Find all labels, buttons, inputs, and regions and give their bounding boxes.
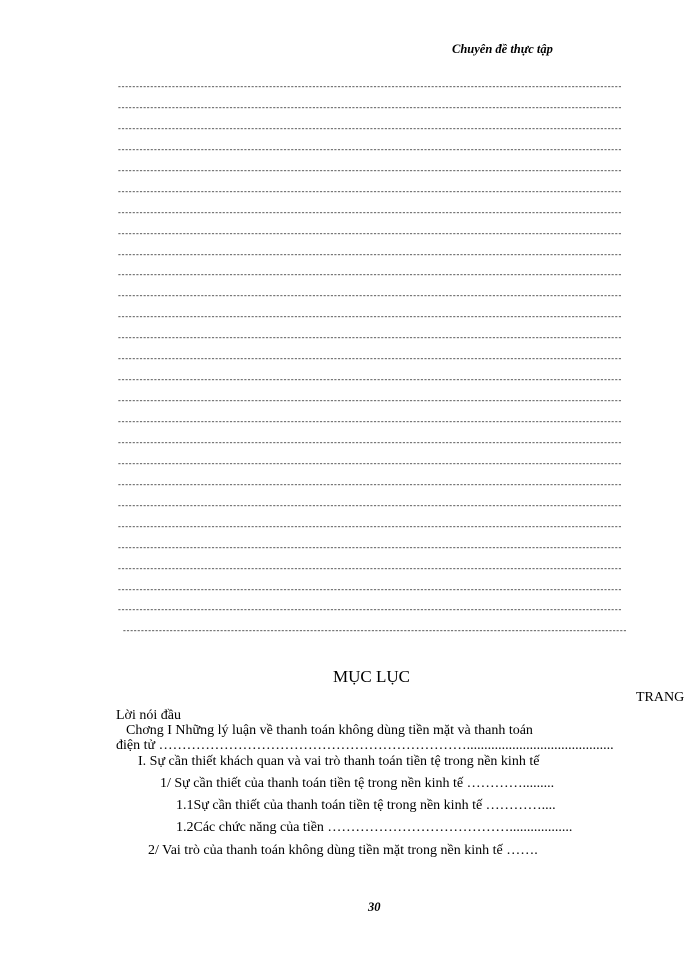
toc-entry-section-1-1: 1/ Sự cần thiết của thanh toán tiền tệ trong nền kinh tế …………......... xyxy=(160,776,555,791)
toc-page-column-label: TRANG xyxy=(636,690,685,705)
toc-entry-section-1-1-2: 1.2Các chức năng của tiền ………………………………….................. xyxy=(176,820,573,835)
dashed-line: -------------------------------------------------------------------------------------------------------------------------------------------- xyxy=(117,501,622,511)
dashed-line: -------------------------------------------------------------------------------------------------------------------------------------------- xyxy=(117,334,622,344)
dashed-line: -------------------------------------------------------------------------------------------------------------------------------------------- xyxy=(117,271,622,281)
toc-entry-chapter-1-continued: điện tử ………………………………………………………….......................................... xyxy=(116,738,614,753)
dashed-line: -------------------------------------------------------------------------------------------------------------------------------------------- xyxy=(117,355,622,365)
dashed-line: -------------------------------------------------------------------------------------------------------------------------------------------- xyxy=(117,145,622,155)
header-title: Chuyên đề thực tập xyxy=(452,42,553,56)
dashed-line: -------------------------------------------------------------------------------------------------------------------------------------------- xyxy=(117,83,622,92)
dashed-line: -------------------------------------------------------------------------------------------------------------------------------------------- xyxy=(117,480,622,490)
dashed-line: -------------------------------------------------------------------------------------------------------------------------------------------- xyxy=(117,438,622,448)
dashed-line: -------------------------------------------------------------------------------------------------------------------------------------------- xyxy=(117,564,622,574)
toc-entry-chapter-1: Chơng I Những lý luận về thanh toán không dùng tiền mặt và thanh toán xyxy=(126,723,533,738)
dashed-line: -------------------------------------------------------------------------------------------------------------------------------------------- xyxy=(117,208,622,218)
dashed-line: -------------------------------------------------------------------------------------------------------------------------------------------- xyxy=(117,124,622,134)
dashed-line: -------------------------------------------------------------------------------------------------------------------------------------------- xyxy=(117,522,622,532)
dashed-line: -------------------------------------------------------------------------------------------------------------------------------------------- xyxy=(117,606,622,616)
dashed-line: -------------------------------------------------------------------------------------------------------------------------------------------- xyxy=(117,166,622,176)
dashed-line: -------------------------------------------------------------------------------------------------------------------------------------------- xyxy=(117,187,622,197)
dashed-line: -------------------------------------------------------------------------------------------------------------------------------------------- xyxy=(117,376,622,386)
dashed-line: -------------------------------------------------------------------------------------------------------------------------------------------- xyxy=(117,103,622,113)
dashed-line: -------------------------------------------------------------------------------------------------------------------------------------------- xyxy=(117,459,622,469)
dashed-line: -------------------------------------------------------------------------------------------------------------------------------------------- xyxy=(117,418,622,427)
dashed-line: -------------------------------------------------------------------------------------------------------------------------------------------- xyxy=(117,585,622,595)
toc-entry-section-1: I. Sự cần thiết khách quan và vai trò thanh toán tiền tệ trong nền kinh tế xyxy=(138,754,540,769)
dashed-line: -------------------------------------------------------------------------------------------------------------------------------------------- xyxy=(117,397,622,407)
dashed-line: -------------------------------------------------------------------------------------------------------------------------------------------- xyxy=(117,229,622,239)
dashed-line: -------------------------------------------------------------------------------------------------------------------------------------------- xyxy=(117,292,622,302)
toc-entry-section-1-1-1: 1.1Sự cần thiết của thanh toán tiền tệ trong nền kinh tế ………….... xyxy=(176,798,556,813)
dashed-line: -------------------------------------------------------------------------------------------------------------------------------------------- xyxy=(117,543,622,553)
toc-entry-section-1-2: 2/ Vai trò của thanh toán không dùng tiền mặt trong nền kinh tế ……. xyxy=(148,843,538,858)
toc-title: MỤC LỤC xyxy=(333,667,410,686)
dashed-line: -------------------------------------------------------------------------------------------------------------------------------------------- xyxy=(117,250,622,260)
dashed-line: -------------------------------------------------------------------------------------------------------------------------------------------- xyxy=(117,313,622,323)
dashed-line: -------------------------------------------------------------------------------------------------------------------------------------------- xyxy=(122,627,627,637)
blank-dashed-lines xyxy=(117,82,627,647)
toc-entry-loi-noi-dau: Lời nói đầu xyxy=(116,708,181,723)
page-number: 30 xyxy=(368,900,381,914)
